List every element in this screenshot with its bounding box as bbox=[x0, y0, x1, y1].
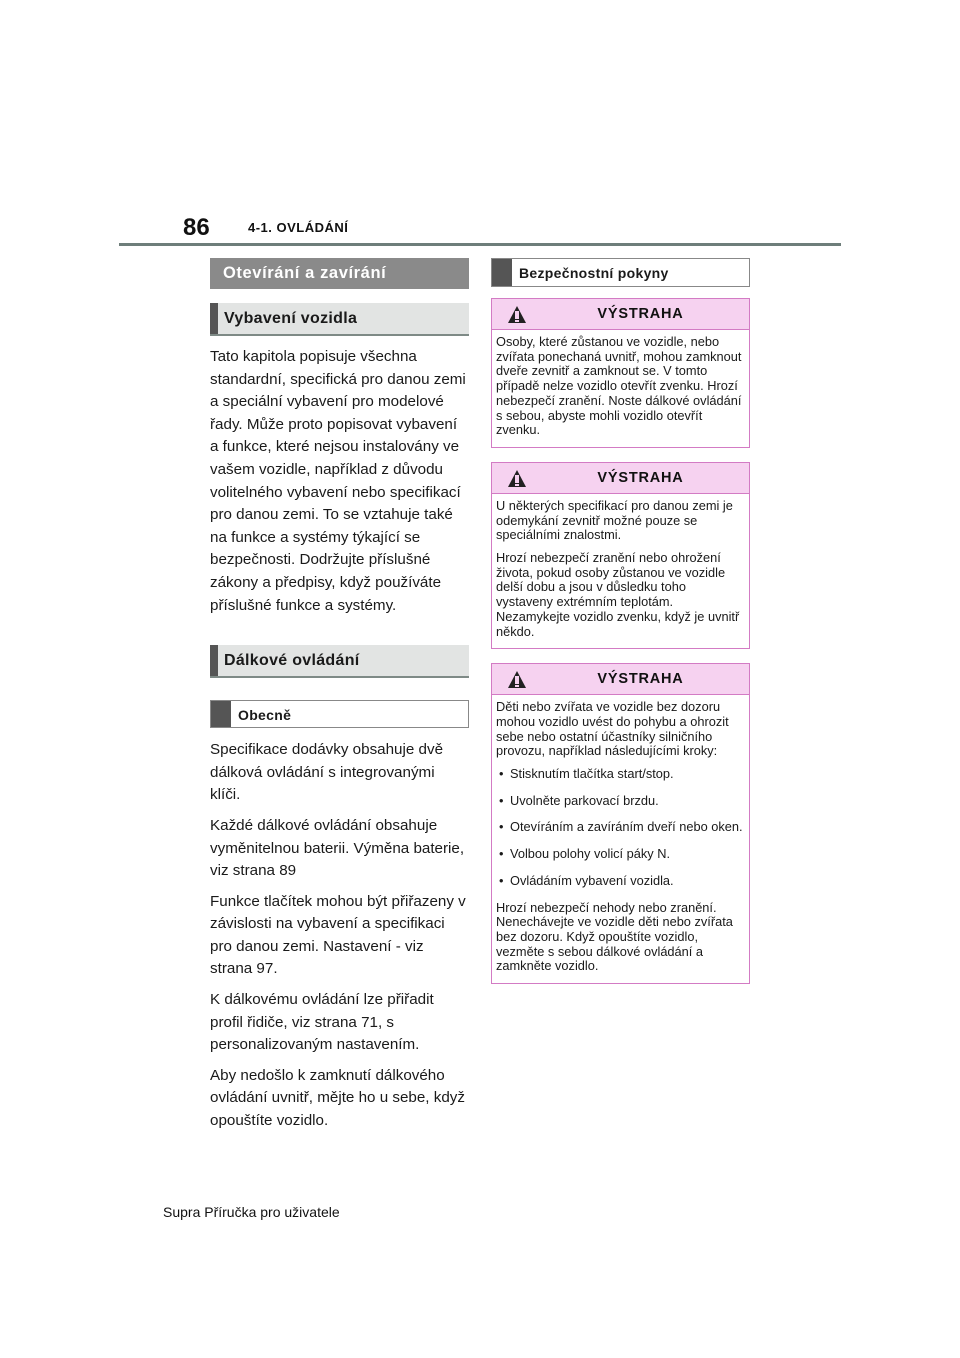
warning-text: Děti nebo zvířata ve vozidle bez dozoru mohou vozidlo uvést do pohybu a ohrozit sebe nebo ostatní účastníky silničního provozu, například následujícími kroky: bbox=[496, 699, 729, 759]
vehicle-equipment-text: Tato kapitola popisuje všechna standardní, specifická pro danou zemi a speciální vybavení pro modelové řady. Může proto popisovat vybavení a funkce, které nejsou instalovány ve vašem vozidle, například z důvodu volitelného vybavení nebo specifikací pro danou zemi. To se vztahuje také na funkce a systémy týkající se bezpečnosti. Dodržujte příslušné zákony a předpisy, když používáte příslušné funkce a systémy. bbox=[210, 348, 466, 614]
section-title: 4-1. OVLÁDÁNÍ bbox=[248, 220, 349, 235]
warning-label: VÝSTRAHA bbox=[597, 469, 684, 486]
paragraph: Funkce tlačítek mohou být přiřazeny v závislosti na vybavení a specifikaci pro danou zemi. Nastavení - viz strana 97. bbox=[210, 892, 466, 978]
footer-text: Supra Příručka pro uživatele bbox=[163, 1204, 340, 1220]
list-item: • Ovládáním vybavení vozidla. bbox=[496, 874, 745, 889]
warning-triangle-dot bbox=[515, 685, 519, 687]
warning-text: Hrozí nebezpečí zranění nebo ohrožení života, pokud osoby zůstanou ve vozidle delší dobu a jsou v důsledku toho vystaveny extrémním teplotám. Nezamykejte vozidlo zvenku, když je uvnitř někdo. bbox=[496, 550, 740, 639]
paragraph: Každé dálkové ovládání obsahuje vyměnitelnou baterii. Výměna baterie, viz strana 89 bbox=[210, 816, 465, 880]
box-heading-safety: Bezpečnostní pokyny bbox=[491, 258, 750, 287]
warning-header bbox=[492, 664, 749, 695]
list-item: • Uvolněte parkovací brzdu. bbox=[496, 794, 745, 809]
main-heading: Otevírání a zavírání bbox=[210, 258, 469, 289]
warning-text: Hrozí nebezpečí nehody nebo zranění. Nenechávejte ve vozidle děti nebo zvířata bez dozoru. Když opouštíte vozidlo, vezměte s sebou dálkové ovládání a zamkněte vozidlo. bbox=[496, 899, 733, 974]
warning-triangle-mark bbox=[515, 475, 519, 483]
subheading-remote-control: Dálkové ovládání bbox=[210, 645, 469, 678]
warning-label: VÝSTRAHA bbox=[597, 306, 684, 322]
box-heading-general: Obecně bbox=[210, 700, 469, 728]
list-item: • Otevíráním a zavíráním dveří nebo oken. bbox=[496, 820, 745, 835]
page-number: 86 bbox=[183, 214, 210, 241]
warning-triangle-dot bbox=[515, 484, 519, 486]
warning-box-2 bbox=[491, 462, 750, 649]
paragraph: K dálkovému ovládání lze přiřadit profil řidiče, viz strana 71, s personalizovaným nastavením. bbox=[210, 991, 434, 1054]
warning-body bbox=[492, 330, 749, 447]
warning-text: U některých specifikací pro danou zemi je odemykání zevnitř možné pouze se speciálními znalostmi. bbox=[496, 497, 733, 543]
warning-text: Osoby, které zůstanou ve vozidle, nebo zvířata ponechaná uvnitř, mohou zamknout dveře zevnitř a zamknout se. V tomto případě nelze vozidlo otevřít zvenku. Hrozí nebezpečí zranění. Noste dálkové ovládání s sebou, abyste mohli vozidlo otevřít zvenku. bbox=[496, 334, 742, 438]
warning-list bbox=[496, 767, 745, 889]
warning-box-3 bbox=[491, 663, 750, 984]
warning-header bbox=[492, 463, 749, 494]
paragraph: Specifikace dodávky obsahuje dvě dálková ovládání s integrovanými klíči. bbox=[210, 741, 444, 804]
subheading-vehicle-equipment: Vybavení vozidla bbox=[210, 303, 469, 336]
warning-box-1 bbox=[491, 298, 750, 448]
remote-control-text bbox=[210, 739, 469, 1133]
header-divider bbox=[119, 243, 841, 246]
list-item: • Volbou polohy volicí páky N. bbox=[496, 847, 745, 862]
warning-label: VÝSTRAHA bbox=[597, 671, 684, 688]
paragraph: Aby nedošlo k zamknutí dálkového ovládání uvnitř, mějte ho u sebe, když opouštíte vozidlo. bbox=[210, 1066, 465, 1130]
right-column bbox=[491, 258, 750, 998]
warning-body bbox=[492, 695, 749, 983]
warning-header bbox=[492, 299, 749, 330]
warning-triangle-mark bbox=[515, 676, 519, 684]
left-column bbox=[210, 258, 469, 1141]
list-item: • Stisknutím tlačítka start/stop. bbox=[496, 767, 745, 782]
warning-triangle-dot bbox=[515, 320, 519, 322]
warning-triangle-mark bbox=[515, 311, 519, 319]
warning-body bbox=[492, 494, 749, 648]
